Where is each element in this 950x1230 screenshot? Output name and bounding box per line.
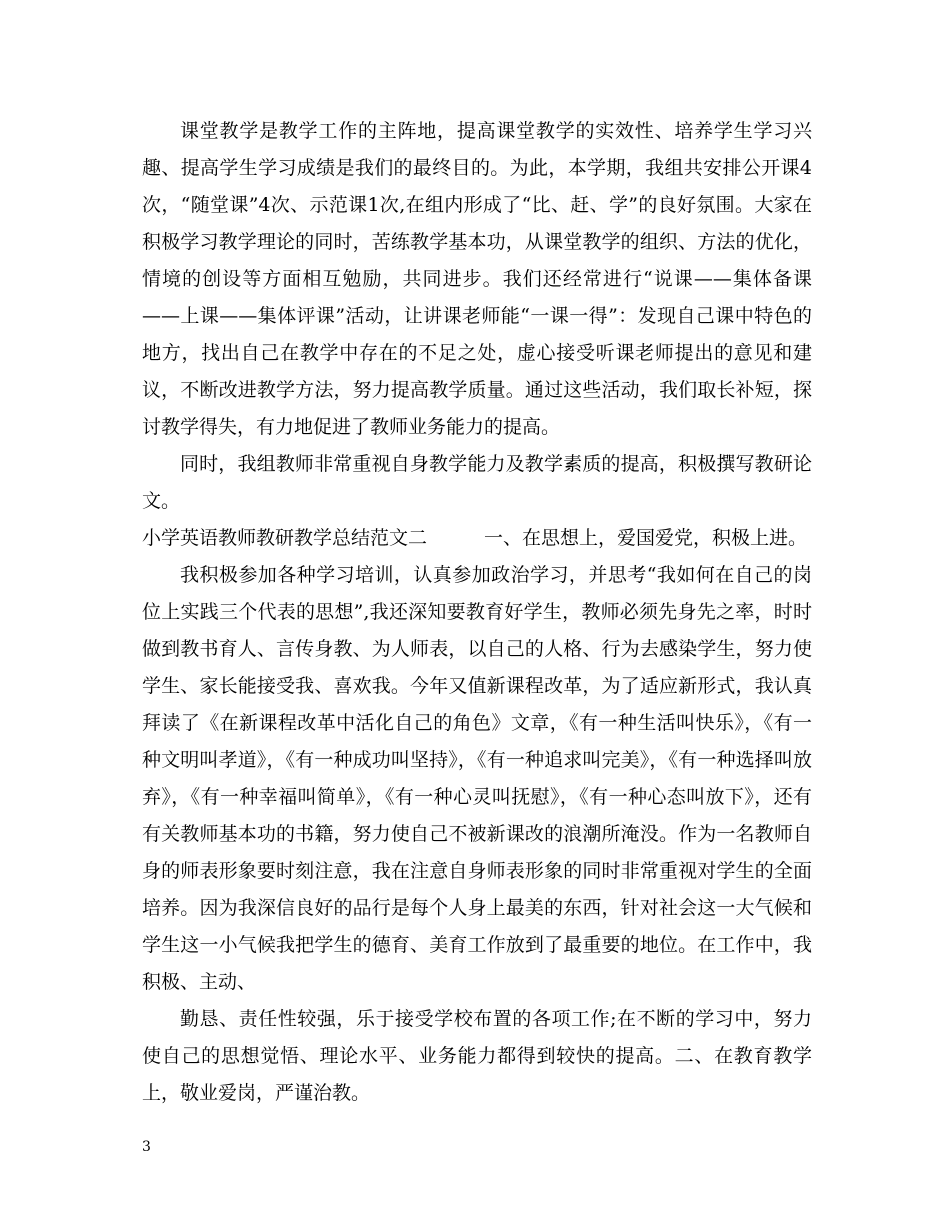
document-body xyxy=(142,113,812,1112)
paragraph-political-study: 我积极参加各种学习培训，认真参加政治学习，并思考“我如何在自己的岗位上实践三个代表的思想”,我还深知要教育好学生，教师必须先身先之率，时时做到教书育人、言传身教、为人师表，以自己的人格、行为去感染学生，努力使学生、家长能接受我、喜欢我。今年又值新课程改革，为了适应新形式，我认真拜读了《在新课程改革中活化自己的角色》文章，《有一种生活叫快乐》，《有一种文明叫孝道》，《有一种成功叫坚持》，《有一种追求叫完美》，《有一种选择叫放弃》，《有一种幸福叫简单》，《有一种心灵叫抚慰》，《有一种心态叫放下》，还有有关教师基本功的书籍，努力使自己不被新课改的浪潮所淹没。作为一名教师自身的师表形象要时刻注意，我在注意自身师表形象的同时非常重视对学生的全面培养。因为我深信良好的品行是每个人身上最美的东西，针对社会这一大气候和学生这一小气候我把学生的德育、美育工作放到了最重要的地位。在工作中，我积极、主动、 xyxy=(142,564,812,993)
section-heading-sample-two: 小学英语教师教研教学总结范文二 一、在思想上，爱国爱党，积极上进。 xyxy=(142,527,808,549)
page-number: 3 xyxy=(142,1139,151,1155)
paragraph-teaching-research: 同时，我组教师非常重视自身教学能力及教学素质的提高，积极撰写教研论文。 xyxy=(142,453,812,512)
paragraph-classroom-teaching: 课堂教学是教学工作的主阵地，提高课堂教学的实效性、培养学生学习兴趣、提高学生学习成绩是我们的最终目的。为此，本学期，我组共安排公开课4次，“随堂课”4次、示范课1次,在组内形成了“比、赶、学”的良好氛围。大家在积极学习教学理论的同时，苦练教学基本功，从课堂教学的组织、方法的优化，情境的创设等方面相互勉励，共同进步。我们还经常进行“说课——集体备课——上课——集体评课”活动，让讲课老师能“一课一得”：发现自己课中特色的地方，找出自己在教学中存在的不足之处，虚心接受听课老师提出的意见和建议，不断改进教学方法，努力提高教学质量。通过这些活动，我们取长补短，探讨教学得失，有力地促进了教师业务能力的提高。 xyxy=(142,120,812,438)
paragraph-diligence: 勤恳、责任性较强，乐于接受学校布置的各项工作;在不断的学习中，努力使自己的思想觉悟、理论水平、业务能力都得到较快的提高。二、在教育教学上，敬业爱岗，严谨治教。 xyxy=(142,1008,812,1104)
